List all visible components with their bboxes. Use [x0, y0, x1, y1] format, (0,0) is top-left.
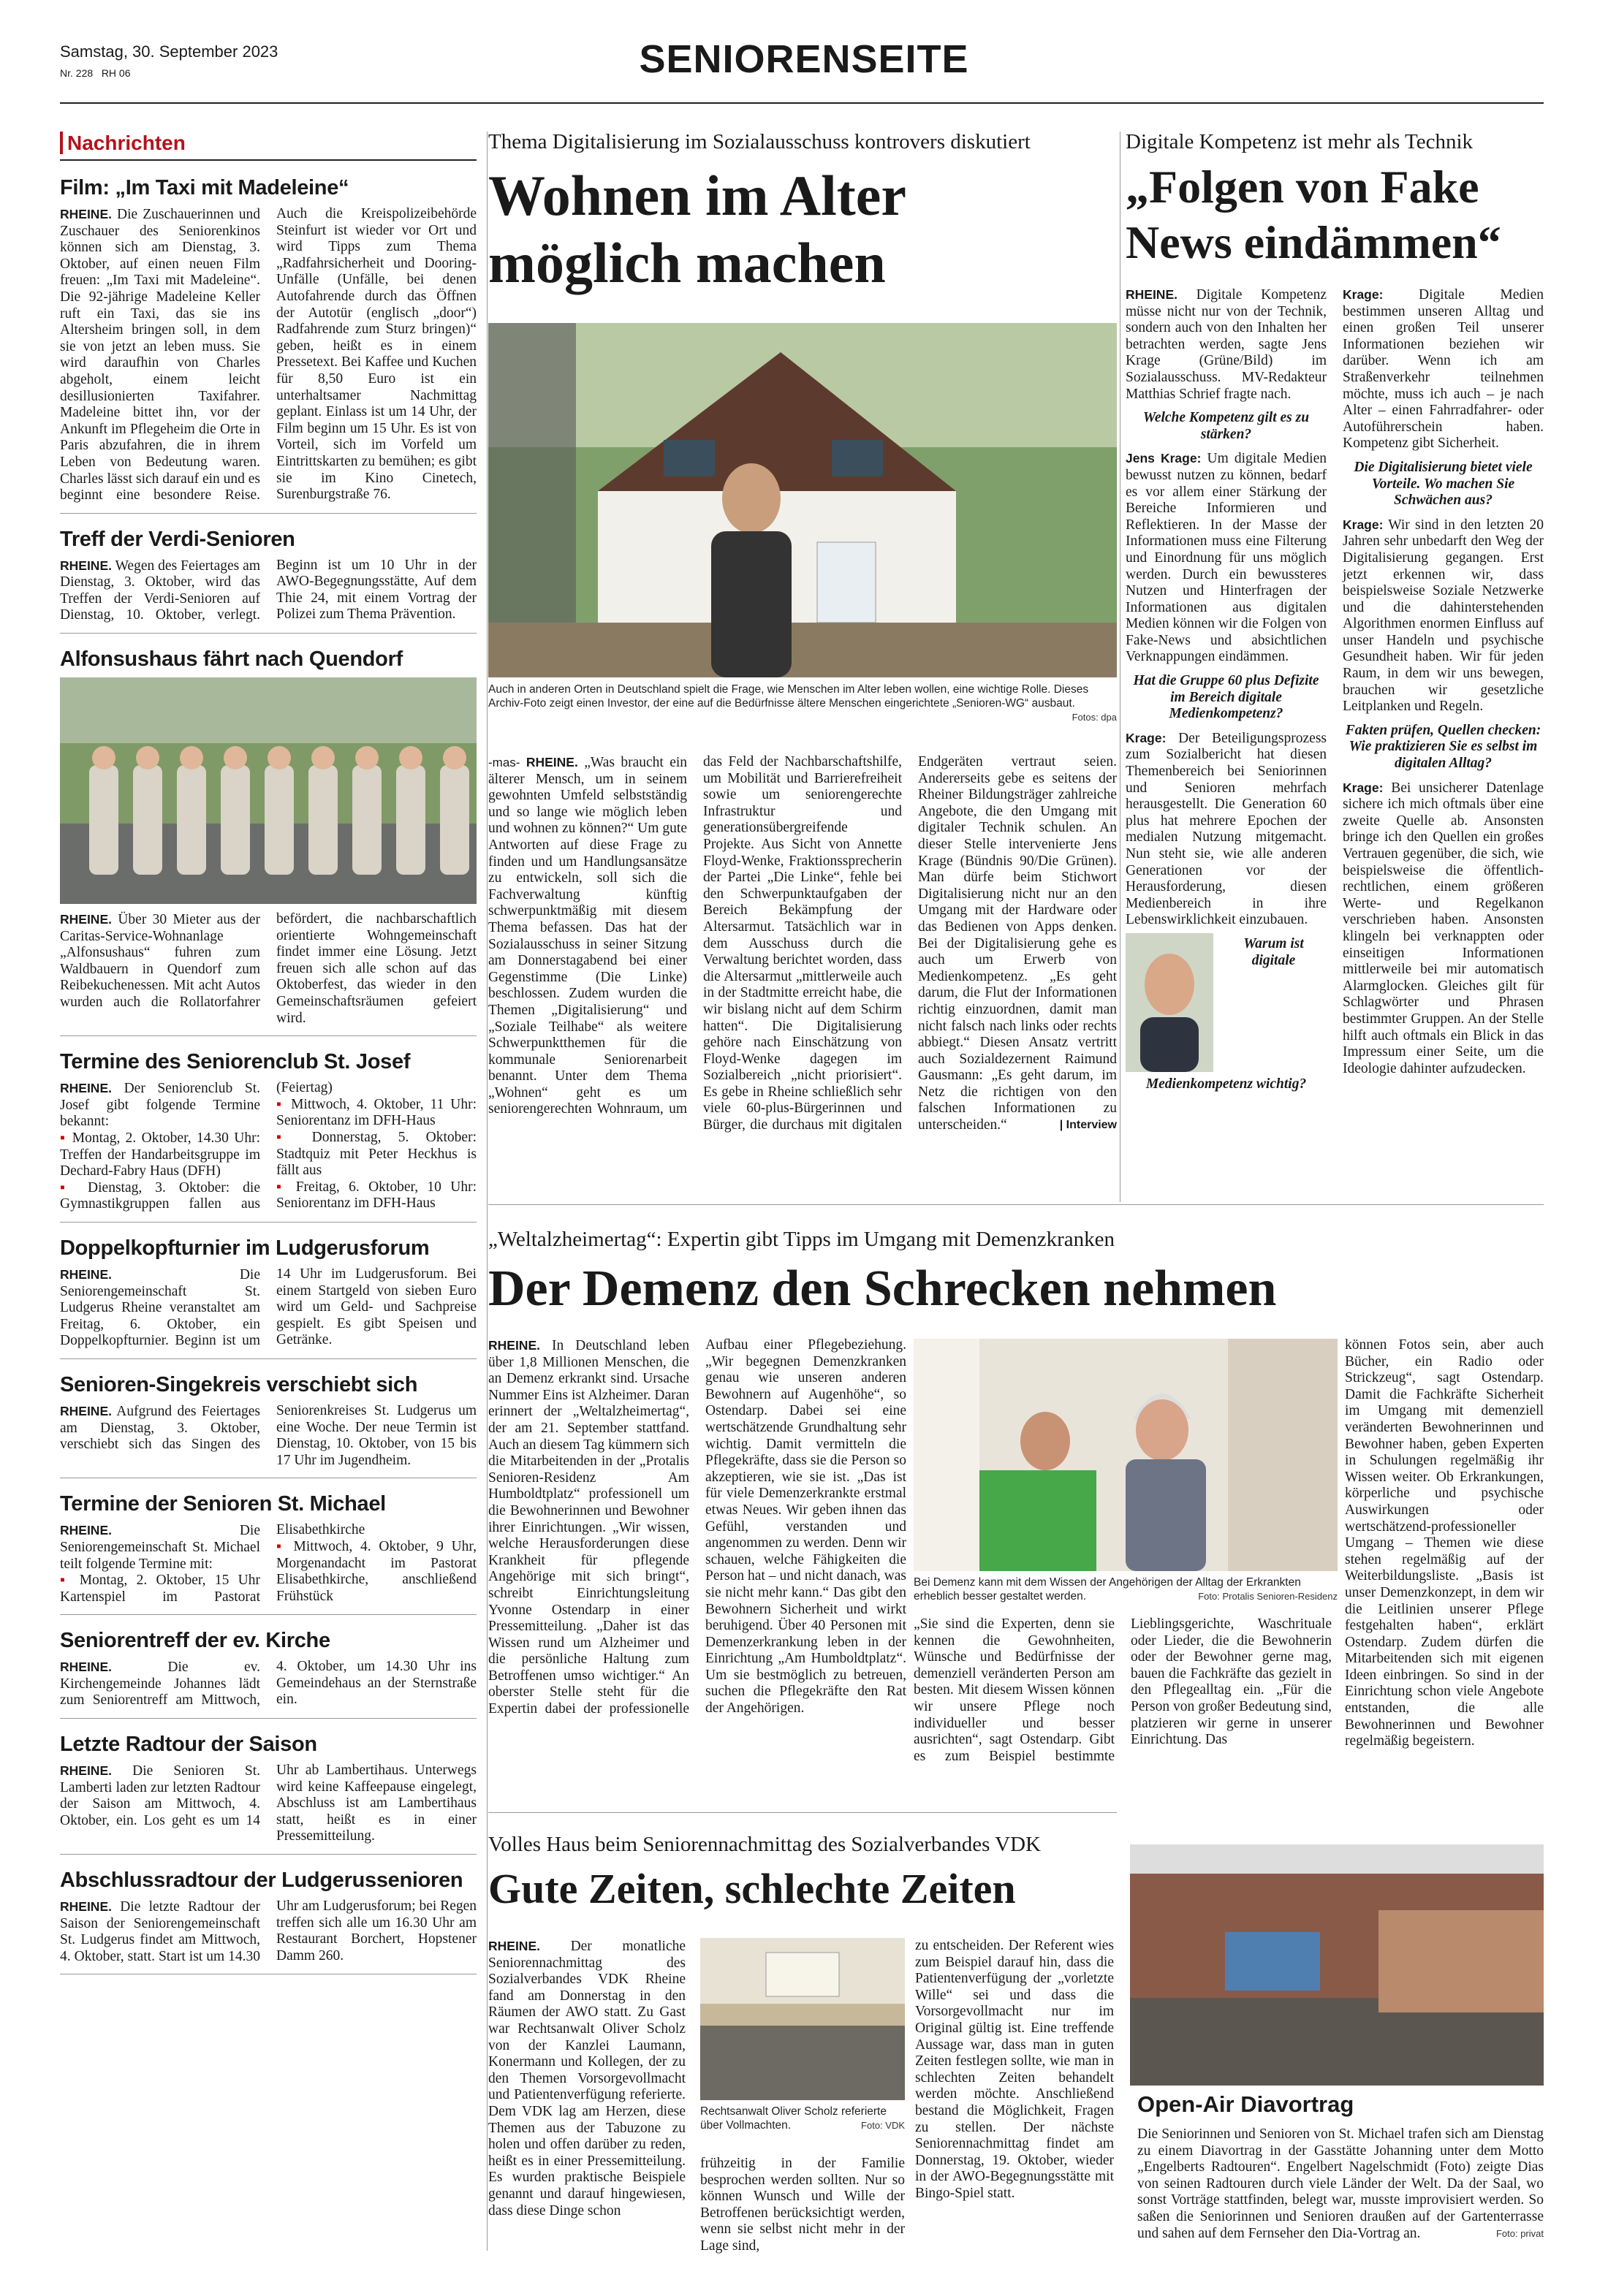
- lead-body: [488, 754, 1117, 1200]
- answer-speaker: Krage:: [1343, 287, 1384, 302]
- vdk-caption-text: Rechtsanwalt Oliver Scholz referierte über Vollmachten.: [700, 2105, 887, 2132]
- interview-answer: [1343, 286, 1544, 452]
- issue-number: Nr. 228: [60, 67, 94, 79]
- answer-speaker: Krage:: [1126, 730, 1167, 745]
- dementia-photo-credit: Foto: Protalis Senioren-Residenz: [1198, 1591, 1338, 1602]
- news-item-intro: Die Seniorengemeinschaft St. Michael teilt folgende Termine mit:: [60, 1523, 260, 1572]
- news-item-body: [60, 1080, 477, 1213]
- qa-pair: [1126, 673, 1327, 929]
- dementia-text-right: können Fotos sein, aber auch Bücher, ein Radio oder Strickzeug“, sagt Ostendarp. Damit die Fachkräfte Sicherheit im Umgang mit demenziell veränderten Bewohnerinnen und Bewohner haben, geben Experten in Schulungen regelmäßig ihr Wissen weiter. Ob Erkrankungen, körperliche und psychische Auswirkungen oder wertschätzend-professioneller Umgang – Themen wie diese stehen regelmäßig auf der Weiterbildungsliste. „Basis ist unser Demenzkonzept, in dem wir die Leitlinien unserer Pflege festgehalten haben“, erklärt Ostendarp. Zudem dürfen die Mitarbeitenden sich mit eigenen Ideen einbringen. So sind in der Einrichtung schon viele Angebote entstanden, die alle Bewohnerinnen und Bewohner regelmäßig begeistern.: [1345, 1337, 1544, 1749]
- interview-question: Warum ist digitale Medienkompetenz wichtig?: [1145, 935, 1307, 1092]
- lead-author: -mas-: [488, 756, 520, 769]
- vdk-text-left: Der monatliche Seniorennachmittag des Sozialverbandes VDK Rheine fand am Donnerstag in den Räumen der AWO statt. Zu Gast war Rechtsanwalt Oliver Scholz von der Kanzlei Laumann, Konermann und Kollegen, der zu den Themen Vorsorgevollmacht und Patientenverfügung referierte. Dem VDK lag am Herzen, diese Themen aus der Tabuzone zu holen und offen darüber zu reden, heißt es in einer Pressemitteilung. Es wurden praktische Beispiele genannt und darauf hingewiesen, dass diese Dinge schon: [488, 1939, 686, 2219]
- lead-photo-credit: Fotos: dpa: [1072, 712, 1117, 723]
- diavortrag-title: Open-Air Diavortrag: [1137, 2091, 1354, 2117]
- news-item-body: [60, 1659, 477, 1709]
- bullet-icon: ▪: [60, 1179, 75, 1195]
- news-item-text: Die Zuschauerinnen und Zuschauer des Seniorenkinos können sich am Dienstag, 3. Oktober, auf einen neuen Film freuen: „Im Taxi mit Madeleine“. Die 92-jährige Madeleine Keller ruft ein Taxi, das sie ins Altersheim bringen soll, in dem sie von jetzt an leben muss. Sie wird daraufhin von Charles abgeholt, einem leicht desillusionierten Taxifahrer. Madeleine bittet ihn, vor der Ankunft im Pflegeheim die Orte in Paris abzufahren, die in ihrem Leben von Bedeutung waren. Charles lässt sich darauf ein und es beginnt eine besondere Reise. Auch die Kreispolizeibehörde Steinfurt ist wieder vor Ort und wird Tipps zum Thema „Radfahrsicherheit und Dooring-Unfälle (Unfälle, bei denen Autofahrende durch das Öffnen der Autotür (englisch „door“) Radfahrende zum Sturz bringen)“ geben, heißt es in einem Pressetext. Bei Kaffee und Kuchen für 8,50 Euro ist ein unterhaltsamer Nachmittag geplant. Einlass ist um 14 Uhr, der Film beginn um 15 Uhr. Es ist von Vorteil, sich im Vorfeld um Eintrittskarten zu bemühen; es gibt sie im Kino Cinetech, Surenburgstraße 76.: [60, 206, 477, 503]
- house-photo-illustration: [488, 323, 1117, 677]
- sidebar-news-item: [60, 647, 477, 1036]
- diavortrag-credit: Foto: privat: [1495, 2227, 1544, 2239]
- diavortrag-body: [1137, 2126, 1544, 2273]
- interview-ref-label: Interview: [1066, 1119, 1117, 1132]
- dementia-headline: Der Demenz den Schrecken nehmen: [488, 1261, 1277, 1317]
- news-item-body: [60, 558, 477, 624]
- interview-qa: [1126, 286, 1544, 1093]
- lead-caption-text: Auch in anderen Orten in Deutschland spielt die Frage, wie Menschen im Alter leben wollen, eine wichtige Rolle. Dieses Archiv-Foto zeigt einen Investor, der eine auf die Bedürfnisse ältere Menschen eingerichtete „Senioren-WG“ ausbaut.: [488, 683, 1089, 710]
- dementia-photo-illustration: [914, 1339, 1338, 1571]
- bullet-text: Dienstag, 3. Oktober: die Gymnastikgruppen fallen aus (Feiertag): [60, 1080, 333, 1212]
- sidebar-divider: [487, 132, 488, 2251]
- krage-portrait: [1126, 933, 1213, 1072]
- interview-headline: „Folgen von Fake News eindämmen“: [1126, 161, 1501, 268]
- interview-body: [1126, 286, 1544, 1200]
- news-item-body: [60, 1898, 477, 1965]
- vdk-photo-credit: Foto: VDK: [861, 2120, 905, 2131]
- sidebar-news-item: [60, 527, 477, 634]
- news-item-intro: Der Seniorenclub St. Josef gibt folgende Termine bekannt:: [60, 1081, 261, 1130]
- vdk-text-right: zu entscheiden. Der Referent wies zum Beispiel darauf hin, dass die Patientenverfügung der „vorletzte Wille“ sei und dass die Vorsorgevollmacht nur im Original gültig ist. Eine treffende Aussage war, dass man in guten Zeiten festlegen sollte, wie man in schlechten Zeiten behandelt werden möchte. Anschließend bestand die Möglichkeit, Fragen zu stellen. Der nächste Seniorennachmittag findet am Donnerstag, 19. Oktober, wieder in der AWO-Begegnungsstätte mit Bingo-Spiel statt.: [915, 1938, 1114, 2201]
- news-item-text: Aufgrund des Feiertages am Dienstag, 3. Oktober, verschiebt sich das Singen des Seniorenkreises St. Ludgerus um eine Woche. Der neue Termin ist Dienstag, 10. Oktober, von 15 bis 17 Uhr im Jugendheim.: [60, 1402, 477, 1468]
- interview-intro: Digitale Kompetenz müsse nicht nur von der Technik, sondern auch von den Inhalten her betrachten werden, sagte Jens Krage (Grüne/Bild) im Sozialausschuss. MV-Redakteur Matthias Schrief fragte nach.: [1126, 287, 1327, 402]
- interview-question: Die Digitalisierung bietet viele Vorteile. Wo machen Sie Schwächen aus?: [1354, 459, 1533, 509]
- bullet-icon: ▪: [276, 1096, 285, 1112]
- news-item-dateline: RHEINE.: [60, 207, 112, 221]
- bullet-icon: ▪: [276, 1130, 295, 1145]
- bullet-text: Mittwoch, 4. Oktober, 11 Uhr: Seniorentanz im DFH-Haus: [276, 1096, 477, 1129]
- news-item-dateline: RHEINE.: [60, 1660, 112, 1675]
- vdk-caption: [700, 2105, 905, 2132]
- answer-speaker: Jens Krage:: [1126, 451, 1202, 466]
- news-item-bullet: [276, 1539, 477, 1605]
- lead-headline: Wohnen im Alter möglich machen: [488, 164, 906, 294]
- news-item-dateline: RHEINE.: [60, 1763, 112, 1779]
- interview-answer: [1126, 730, 1327, 929]
- interview-kicker: Digitale Kompetenz ist mehr als Technik: [1126, 130, 1474, 153]
- news-item-title: Letzte Radtour der Saison: [60, 1733, 317, 1757]
- interview-answer: [1343, 780, 1544, 1078]
- sidebar-news-item: [60, 175, 477, 514]
- sidebar-news-item: [60, 1732, 477, 1855]
- interview-question: Hat die Gruppe 60 plus Defizite im Bereich digitale Medienkompetenz?: [1133, 673, 1319, 722]
- dementia-body-right: [1345, 1337, 1544, 1805]
- news-item-dateline: RHEINE.: [60, 1081, 112, 1096]
- bullet-text: Donnerstag, 5. Oktober: Stadtquiz mit Peter Heckhus is fällt aus: [276, 1130, 477, 1179]
- masthead-rule: [60, 102, 1544, 104]
- vdk-headline: Gute Zeiten, schlechte Zeiten: [488, 1865, 1016, 1912]
- vdk-body-right: [915, 1938, 1114, 2259]
- sidebar-news-item: [60, 1049, 477, 1223]
- lead-photo: [488, 323, 1117, 677]
- answer-text: Um digitale Medien bewusst nutzen zu können, bedarf es vor allem einer Stärkung der Bereiche Informieren und Reflektieren. In der Masse der Informationen muss eine Filterung und Einordnung für uns möglich werden. Durch ein bewussteres Nutzen und Hinterfragen der Informationen aus digitalen Medien können wir die Folgen von Fake-News und absichtlichen Verknappungen eindämmen.: [1126, 451, 1327, 665]
- news-item-bullet: [276, 1179, 477, 1212]
- vdk-photo: [700, 1938, 905, 2100]
- news-item-body: [60, 1522, 477, 1605]
- lead-caption: [488, 683, 1117, 724]
- dementia-body-mid: [914, 1616, 1332, 1806]
- bullet-icon: ▪: [276, 1179, 287, 1195]
- news-item-bullet: [276, 1097, 477, 1130]
- vdk-body-left: [488, 1938, 686, 2259]
- vdk-photo-illustration: [700, 1938, 905, 2100]
- diavortrag-photo-illustration: [1130, 1844, 1544, 2086]
- sidebar-news-item: [60, 1372, 477, 1478]
- dementia-kicker: „Weltalzheimertag“: Expertin gibt Tipps im Umgang mit Demenzkranken: [488, 1228, 1115, 1251]
- answer-text: Digitale Medien bestimmen unseren Alltag und einen großen Teil unserer Informationen beziehen wir darüber. Wenn ich am Straßenverkehr teilnehmen möchte, muss ich auch – je nach Alter – einen Fahrradfahrer- oder Autoführerschein haben. Kompetenz gibt Sicherheit.: [1343, 287, 1544, 452]
- news-item-text: Die ev. Kirchengemeinde Johannes lädt zum Seniorentreff am Mittwoch, 4. Oktober, um 14.30 Uhr ins Gemeindehaus an der Sternstraße ein.: [60, 1659, 477, 1708]
- news-item-dateline: RHEINE.: [60, 1266, 112, 1282]
- dementia-text-left: In Deutschland leben über 1,8 Millionen Menschen, die an Demenz erkrankt sind. Ursache Nummer Eins ist Alzheimer. Daran erinnert der „Weltalzheimertag“, der am 21. September stattfand. Auch an diesem Tag kümmern sich die Mitarbeitenden in der „Protalis Senioren-Residenz Am Humboldtplatz“ professionell um die Bewohnerinnen und Bewohner ihrer Einrichtungen. „Wir wissen, welche Herausforderungen diese Krankheit für pflegende Angehörige mit sich bringt“, schreibt Einrichtungsleitung Yvonne Ostendarp in einer Pressemitteilung. „Daher ist das Wissen rund um Alzheimer und die persönliche Haltung zum Betroffenen umso wichtiger.“ An oberster Stelle steht für die Expertin dabei der professionelle Aufbau einer Pflegebeziehung. „Wir begegnen Demenzkranken genau wie unseren anderen Bewohnern auf Augenhöhe“, so Ostendarp. Dabei sei eine wertschätzende Grundhaltung sehr wichtig. Damit vermitteln die Pflegekräfte, dass sie die Person so akzeptieren, wie sie ist. „Das ist für viele Demenzerkrankte erstmal etwas Neues. Wir geben ihnen das Gefühl, verstanden und angenommen zu werden. Denn wir schauen, welche Fähigkeiten die Person hat – und nicht danach, was sie nicht mehr kann.“ Das gibt den Bewohnern Sicherheit und wirkt beruhigend. Über 40 Personen mit Demenzerkrankung leben in der Einrichtung „Am Humboldtplatz“. Um sie bestmöglich zu betreuen, suchen die Pflegekräfte den Rat der Angehörigen.: [488, 1337, 906, 1717]
- bullet-icon: ▪: [60, 1573, 71, 1589]
- qa-pair: [1343, 723, 1544, 1077]
- news-item-dateline: RHEINE.: [60, 1403, 112, 1418]
- news-item-body: [60, 1403, 477, 1469]
- qa-pair: [1126, 410, 1327, 666]
- dementia-top-rule: [488, 1204, 1544, 1205]
- news-item-dateline: RHEINE.: [60, 1899, 112, 1915]
- news-item-text: Über 30 Mieter aus der Caritas-Service-Wohnanlage „Alfonsushaus“ fuhren zum Waldbauern in Quendorf zum Reibekuchenessen. Mit acht Autos wurden auch die Rollatorfahrer befördert, die nachbarschaftlich orientierte Wohngemeinschaft findet immer eine Lösung. Jetzt freuen sich alle schon auf das Oktoberfest, das wieder in den Gemeinschaftsräumen gefeiert wird.: [60, 911, 477, 1026]
- news-item-dateline: RHEINE.: [60, 912, 112, 927]
- sidebar-label-box: [60, 132, 477, 161]
- sidebar-items: [60, 175, 477, 1974]
- vdk-body-mid: [700, 2156, 905, 2258]
- dementia-text-mid: „Sie sind die Experten, denn sie kennen die Gewohnheiten, Wünsche und Bedürfnisse der demenziell veränderten Person am besten. Mit diesem Wissen können wir unsere Pflege noch individueller und besser ausrichten“, sagt Ostendarp. Gibt es zum Beispiel bestimmte Lieblingsgerichte, Waschrituale oder Lieder, die die Bewohnerin oder der Bewohner gerne mag, bauen die Fachkräfte das gezielt in den Pflegealltag ein. „Für die Person von großer Bedeutung sind, platzieren wir gerne in unserer Einrichtung. Das: [914, 1616, 1332, 1764]
- sidebar-news-item: [60, 1236, 477, 1359]
- diavortrag-text: Die Seniorinnen und Senioren von St. Michael trafen sich am Dienstag zu einem Diavortrag in der Gasstätte Johanning unter dem Motto „Engelberts Radtouren“. Engelbert Nagelschmidt (Foto) zeigte Dias von seinen Radtouren durch viele Länder der Welt. Da der Saal, wo sonst Vorträge stattfinden, belegt war, musste improvisiert werden. So saßen die Seniorinnen und Senioren draußen auf der Gartenterrasse und sahen auf dem Fernseher den Dia-Vortrag an.: [1137, 2126, 1544, 2241]
- dementia-caption-text: Bei Demenz kann mit dem Wissen der Angehörigen der Alltag der Erkrankten erheblich besser gestaltet werden.: [914, 1576, 1301, 1603]
- sidebar-label: Nachrichten: [60, 132, 186, 154]
- interview-answer: [1343, 517, 1544, 715]
- news-item-bullet: [60, 1130, 260, 1180]
- news-item-dateline: RHEINE.: [60, 1523, 112, 1538]
- news-item-body: [60, 1763, 477, 1845]
- news-item-title: Treff der Verdi-Senioren: [60, 527, 295, 551]
- interview-question: Welche Kompetenz gilt es zu stärken?: [1142, 410, 1310, 442]
- news-item-title: Alfonsushaus fährt nach Quendorf: [60, 647, 403, 672]
- vdk-dateline: RHEINE.: [488, 1939, 540, 1953]
- news-item-title: Senioren-Singekreis verschiebt sich: [60, 1372, 418, 1396]
- vdk-text-mid: frühzeitig in der Familie besprochen werden sollten. Nur so können Wunsch und Wille der Betroffenen berücksichtigt werden, wenn sie selbst nicht mehr in der Lage sind,: [700, 2156, 905, 2254]
- sidebar-news-item: [60, 1491, 477, 1615]
- news-item-title: Doppelkopfturnier im Ludgerusforum: [60, 1236, 430, 1260]
- news-item-text: Die Senioren St. Lamberti laden zur letzten Radtour der Saison am Mittwoch, 4. Oktober, ein. Los geht es um 14 Uhr ab Lambertihaus. Unterwegs wird keine Kaffeepause eingelegt, Abschluss ist am Lambertihaus statt, heißt es in einer Pressemitteilung.: [60, 1763, 477, 1844]
- interview-dateline: RHEINE.: [1126, 287, 1177, 302]
- answer-text: Der Beteiligungsprozess zum Sozialbericht hat diesen Themenbereich bei Seniorinnen und Senioren mehrfach herausgestellt. Die Generation 60 plus hat mehrere Epochen der medialen Nutzung mitgemacht. Nun steht sie, wie alle anderen Generationen vor der Herausforderung, diesen Medienbereich in ihre Lebenswirklichkeit einzubauen.: [1126, 730, 1327, 928]
- news-item-body: [60, 1266, 477, 1350]
- news-item-title: Film: „Im Taxi mit Madeleine“: [60, 176, 349, 199]
- lead-dateline: RHEINE.: [526, 755, 578, 769]
- news-item-body: [60, 911, 477, 1027]
- bullet-icon: ▪: [60, 1130, 67, 1146]
- section-title: SENIORENSEITE: [639, 37, 969, 81]
- news-item-body: [60, 206, 477, 504]
- diavortrag-photo: [1130, 1844, 1544, 2086]
- news-item-title: Termine der Senioren St. Michael: [60, 1492, 386, 1516]
- group-photo: [60, 677, 477, 904]
- answer-speaker: Krage:: [1343, 780, 1384, 795]
- sidebar: [60, 132, 477, 1988]
- bullet-icon: ▪: [276, 1538, 286, 1554]
- interview-question: Fakten prüfen, Quellen checken: Wie praktizieren Sie es selbst im digitalen Alltag?: [1345, 722, 1541, 772]
- dementia-photo: [914, 1339, 1338, 1571]
- news-item-text: Wegen des Feiertages am Dienstag, 3. Oktober, wird das Treffen der Verdi-Senioren auf Dienstag, 10. Oktober, verlegt. Beginn ist um 10 Uhr in der AWO-Begegnungsstätte, Auf dem Thie 24, mit einem Vortrag der Polizei zum Thema Prävention.: [60, 557, 477, 623]
- vdk-kicker: Volles Haus beim Seniorennachmittag des Sozialverbandes VDK: [488, 1833, 1041, 1856]
- answer-text: Bei unsicherer Datenlage sichere ich mich oftmals über eine zweite Quelle ab. Ansonsten bringe ich den Quellen ein großes Vertrauen gegenüber, die sich, wie beispielsweise die öffentlich-rechtlichen, einem größeren Werte- und Regelkanon verschrieben haben. Ansonsten klingeln bei verknappten oder einseitigen Informationen mittlerweile bei mir automatisch Alarmglocken. Gleiches gilt für Schlagwörter und Phrasen bestimmter Gruppen. An der Stelle hilft auch oftmals ein Blick in das Impressum einer Seite, um die Ideologie dahinter aufzudecken.: [1343, 780, 1544, 1076]
- dementia-caption: [914, 1575, 1338, 1603]
- bullet-text: Freitag, 6. Oktober, 10 Uhr: Seniorentanz im DFH-Haus: [276, 1179, 477, 1212]
- masthead-date: Samstag, 30. September 2023: [60, 42, 278, 61]
- news-item-text: Die Seniorengemeinschaft St. Ludgerus Rheine veranstaltet am Freitag, 6. Oktober, ein Doppelkopfturnier. Beginn ist um 14 Uhr im Ludgerusforum. Bei einem Startgeld von sieben Euro wird um Geld- und Sachpreise gespielt. Es gibt Speisen und Getränke.: [60, 1266, 477, 1349]
- lead-interview-ref: | Interview: [1059, 1119, 1117, 1132]
- answer-speaker: Krage:: [1343, 517, 1384, 532]
- news-item-title: Abschlussradtour der Ludgerussenioren: [60, 1869, 463, 1893]
- lead-kicker: Thema Digitalisierung im Sozialausschuss kontrovers diskutiert: [488, 130, 1031, 153]
- answer-text: Wir sind in den letzten 20 Jahren sehr unbedarft den Weg der Digitalisierung gegangen. Erst jetzt erkennen wir, dass beispielsweise Soziale Netzwerke und die dahinterstehenden Algorithmen enormen Einfluss auf unser Handeln und psychische Gesundheit haben. Wir für jeden Raum, in dem wir uns bewegen, brauchen wir gesetzliche Leitplanken und Regeln.: [1343, 517, 1544, 715]
- lead-text: „Was braucht ein älterer Mensch, um in seinem gewohnten Umfeld selbstständig und so lange wie möglich leben und wohnen zu können?“ Um gute Antworten auf diese Frage zu finden und um Handlungsansätze zu entwickeln, soll sich die Fachverwaltung künftig schwerpunktmäßig mit diesem Thema befassen. Das hat der Sozialausschuss in seiner Sitzung am Donnerstagabend bei einer Gegenstimme (Die Linke) beschlossen. Zudem wurden die Themen „Digitalisierung“ und „Soziale Teilhabe“ als weitere Schwerpunktthemen für die kommunale Seniorenarbeit benannt. Unter dem Thema „Wohnen“ geht es um seniorengerechten Wohnraum, um das Feld der Nachbarschaftshilfe, um Mobilität und Barrierefreiheit sowie um seniorengerechte Infrastruktur und generationsübergreifende Projekte. Aus Sicht von Annette Floyd-Wenke, Fraktionssprecherin der Partei „Die Linke“, fehle bei den Schwerpunktaufgaben der Bereich Bekämpfung der Altersarmut. Tatsächlich war in dem Ausschuss durch die Verwaltung berichtet worden, dass die Altersarmut „mittlerweile auch in der Stadtmitte erreicht habe, die wir bislang nicht auf dem Schirm hatten“. Die Digitalisierung gehöre nach Einschätzung von Floyd-Wenke dagegen im Sozialbereich „nicht priorisiert“. Es gebe in Rheine schließlich sehr viele 60-plus-Bürgerinnen und Bürger, die durchaus mit digitalen Endgeräten vertraut seien. Andererseits gebe es seitens der Rheiner Bildungsträger zahlreiche Angebote, die den Umgang mit digitaler Technik schulen. An dieser Stelle intervenierte Jens Krage (Bündnis 90/Die Grünen). Man dürfe beim Stichwort Digitalisierung nicht nur an den Umgang mit der Hardware oder das Bedienen von Apps denken. Bei der Digitalisierung gehe es auch um Erwerb von Medienkompetenz. „Es geht darum, die Flut der Informationen richtig einzuordnen, damit man nicht falsch nach links oder rechts abbiegt.“ Diesen Ansatz vertritt auch Sozialdezernent Raimund Gausmann: „Es geht darum, im Netz die richtigen von den falschen Informationen zu unterscheiden.“: [488, 754, 1117, 1133]
- bullet-text: Montag, 2. Oktober, 14.30 Uhr: Treffen der Handarbeitsgruppe im Dechard-Fabry Haus (DFH): [60, 1130, 261, 1179]
- bullet-text: Montag, 2. Oktober, 15 Uhr Kartenspiel im Pastorat Elisabethkirche: [60, 1522, 365, 1605]
- dementia-body-left: [488, 1337, 906, 1805]
- sidebar-news-item: [60, 1628, 477, 1719]
- vdk-top-rule: [488, 1812, 1117, 1813]
- qa-pair: [1343, 460, 1544, 715]
- dementia-dateline: RHEINE.: [488, 1338, 540, 1353]
- interview-answer: [1126, 450, 1327, 666]
- edition-code: RH 06: [101, 67, 131, 79]
- news-item-title: Termine des Seniorenclub St. Josef: [60, 1050, 411, 1074]
- news-item-text: Die letzte Radtour der Saison der Seniorengemeinschaft St. Ludgerus findet am Mittwoch, 4. Oktober, statt. Start ist um 14.30 Uhr am Ludgerusforum; bei Regen treffen sich alle um 16.30 Uhr am Restaurant Borchert, Hopstener Damm 260.: [60, 1898, 477, 1964]
- bullet-text: Mittwoch, 4. Oktober, 9 Uhr, Morgenandacht im Pastorat Elisabethkirche, anschließend Frühstück: [276, 1538, 477, 1604]
- news-item-dateline: RHEINE.: [60, 558, 112, 573]
- news-item-title: Seniorentreff der ev. Kirche: [60, 1629, 330, 1653]
- news-item-bullet: [276, 1130, 477, 1179]
- sidebar-news-item: [60, 1868, 477, 1974]
